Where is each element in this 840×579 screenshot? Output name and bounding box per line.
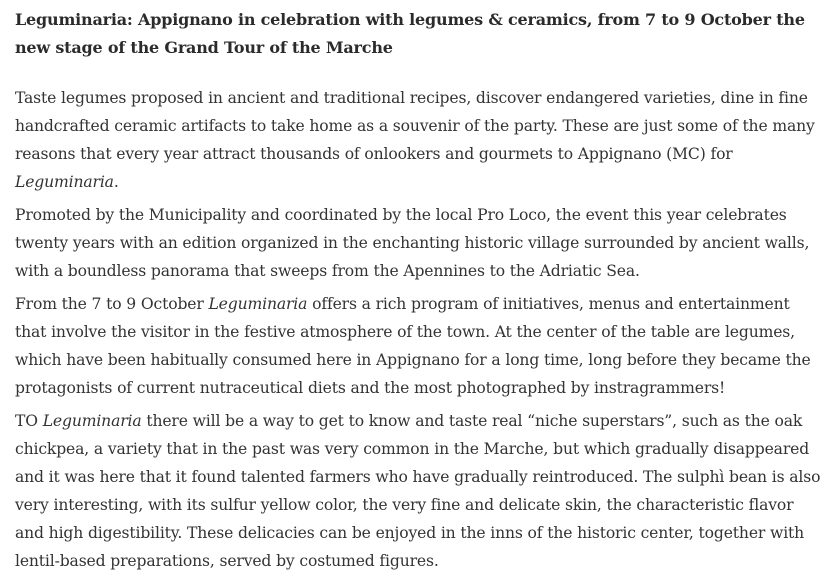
article-paragraph-2 bbox=[15, 201, 825, 285]
paragraph-text: there will be a way to get to know and taste real “niche superstars”, such as the oak chickpea, a variety that in the past was very common in the Marche, but which gradually disappeared and it was here that it found talented farmers who have gradually reintroduced. The sulphì bean is also very interesting, with its sulfur yellow color, the very fine and delicate skin, the characteristic flavor and high digestibility. These delicacies can be enjoyed in the inns of the historic center, together with lentil-based preparations, served by costumed figures. bbox=[15, 412, 821, 570]
event-name-emphasis: Leguminaria bbox=[208, 295, 308, 313]
paragraph-text: . bbox=[113, 173, 119, 191]
paragraph-text: TO bbox=[15, 412, 43, 430]
article-paragraph-4 bbox=[15, 407, 825, 575]
article-paragraph-3 bbox=[15, 290, 825, 402]
event-name-emphasis: Leguminaria bbox=[42, 412, 142, 430]
article-paragraph-1 bbox=[15, 84, 825, 196]
paragraph-text: Taste legumes proposed in ancient and traditional recipes, discover endangered varieties, dine in fine handcrafted ceramic artifacts to take home as a souvenir of the party. These are just some of the many reasons that every year attract thousands of onlookers and gourmets to Appignano (MC) for bbox=[15, 89, 815, 163]
event-name-emphasis: Leguminaria bbox=[15, 173, 114, 191]
article bbox=[15, 6, 825, 575]
paragraph-text: Promoted by the Municipality and coordinated by the local Pro Loco, the event this year celebrates twenty years with an edition organized in the enchanting historic village surrounded by ancient walls, with a boundless panorama that sweeps from the Apennines to the Adriatic Sea. bbox=[15, 206, 810, 280]
paragraph-text: offers a rich program of initiatives, menus and entertainment that involve the visitor in the festive atmosphere of the town. At the center of the table are legumes, which have been habitually consumed here in Appignano for a long time, long before they became the protagonists of current nutraceutical diets and the most photographed by instragrammers! bbox=[15, 295, 811, 397]
article-title: Leguminaria: Appignano in celebration with legumes & ceramics, from 7 to 9 October the new stage of the Grand Tour of the Marche bbox=[15, 10, 805, 57]
paragraph-text: From the 7 to 9 October bbox=[15, 295, 209, 313]
